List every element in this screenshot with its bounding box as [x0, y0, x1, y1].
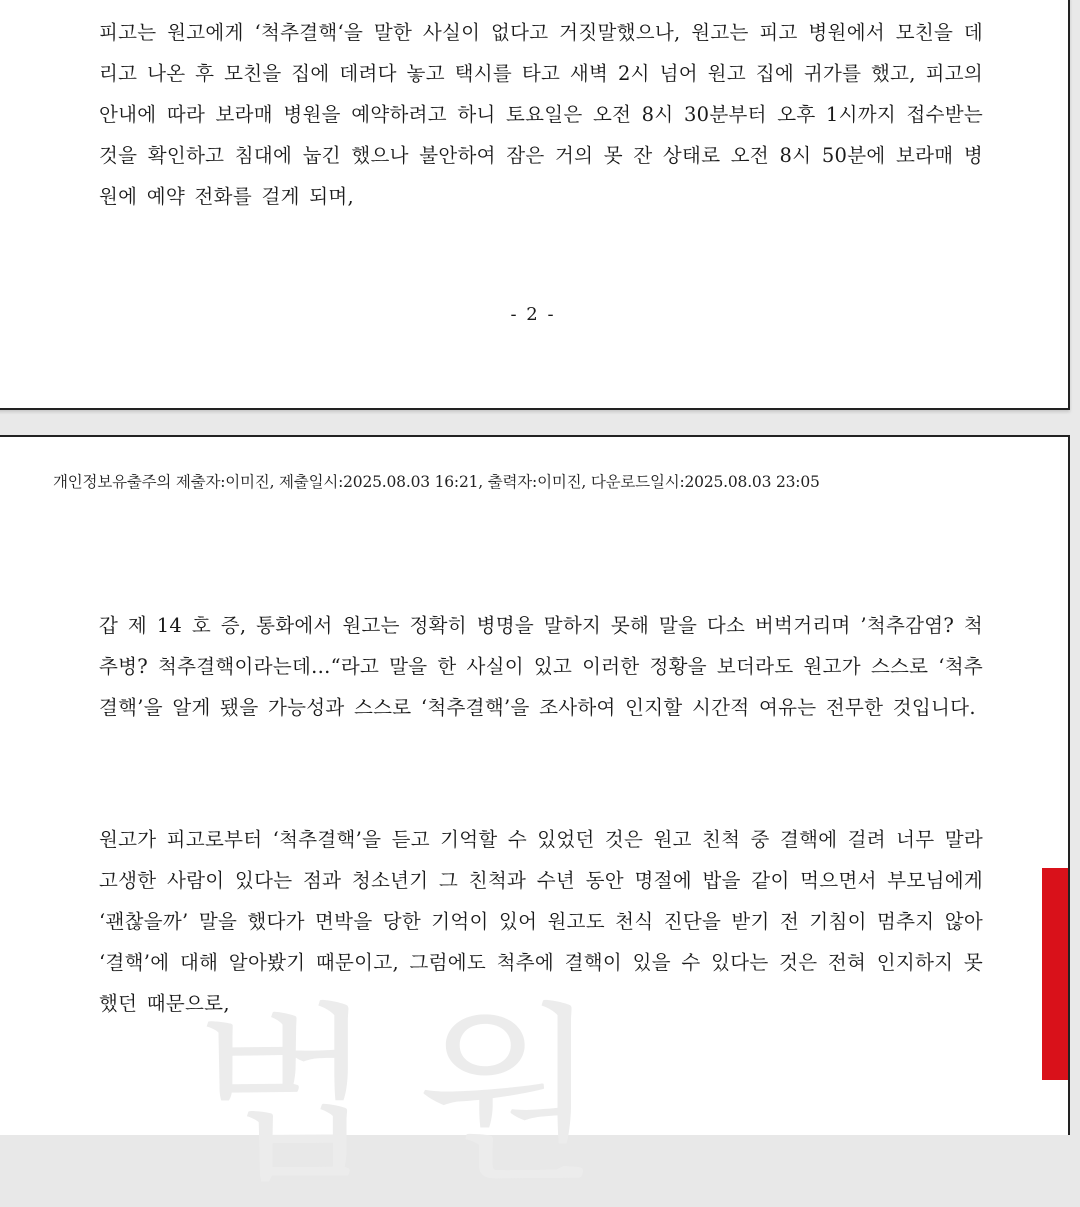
page-paragraph: 피고는 원고에게 ‘척추결핵‘을 말한 사실이 없다고 거짓말했으나, 원고는 피고 병원에서 모친을 데리고 나온 후 모친을 집에 데려다 놓고 택시를 타고 새벽 2시 넘어 원고 집에 귀가를 했고, 피고의 안내에 따라 보라매 병원을 예약하려고 하니 토요일은 오전 8시 30분부터 오후 1시까지 접수받는 것을 확인하고 침대에 눕긴 했으나 불안하여 잠은 거의 못 잔 상태로 오전 8시 50분에 보라매 병원에 예약 전화를 걸게 되며,	[99, 21, 983, 208]
page-paragraph: 갑 제 14 호 증, 통화에서 원고는 정확히 병명을 말하지 못해 말을 다소 버벅거리며 ’척추감염? 척추병? 척추결핵이라는데...“라고 말을 한 사실이 있고 이러한 정황을 보더라도 원고가 스스로 ‘척추결핵’을 알게 됐을 가능성과 스스로 ‘척추결핵’을 조사하여 인지할 시간적 여유는 전무한 것입니다.	[99, 614, 983, 719]
side-scroll-tab[interactable]	[1042, 868, 1068, 1080]
page-number: - 2 -	[510, 304, 556, 325]
court-watermark: 법원	[193, 986, 641, 1207]
download-header: 개인정보유출주의 제출자:이미진, 제출일시:2025.08.03 16:21, 출력자:이미진, 다운로드일시:2025.08.03 23:05	[53, 473, 820, 491]
document-page-3	[0, 435, 1070, 1207]
document-page-2	[0, 0, 1070, 410]
page-paragraph: 원고가 피고로부터 ‘척추결핵’을 듣고 기억할 수 있었던 것은 원고 친척 중 결핵에 걸려 너무 말라 고생한 사람이 있다는 점과 청소년기 그 친척과 수년 동안 명절에 밥을 같이 먹으면서 부모님에게 ‘괜찮을까’ 말을 했다가 면박을 당한 기억이 있어 원고도 천식 진단을 받기 전 기침이 멈추지 않아 ‘결핵’에 대해 알아봤기 때문이고, 그럼에도 척추에 결핵이 있을 수 있다는 것은 전혀 인지하지 못했던 때문으로,	[99, 828, 983, 1015]
